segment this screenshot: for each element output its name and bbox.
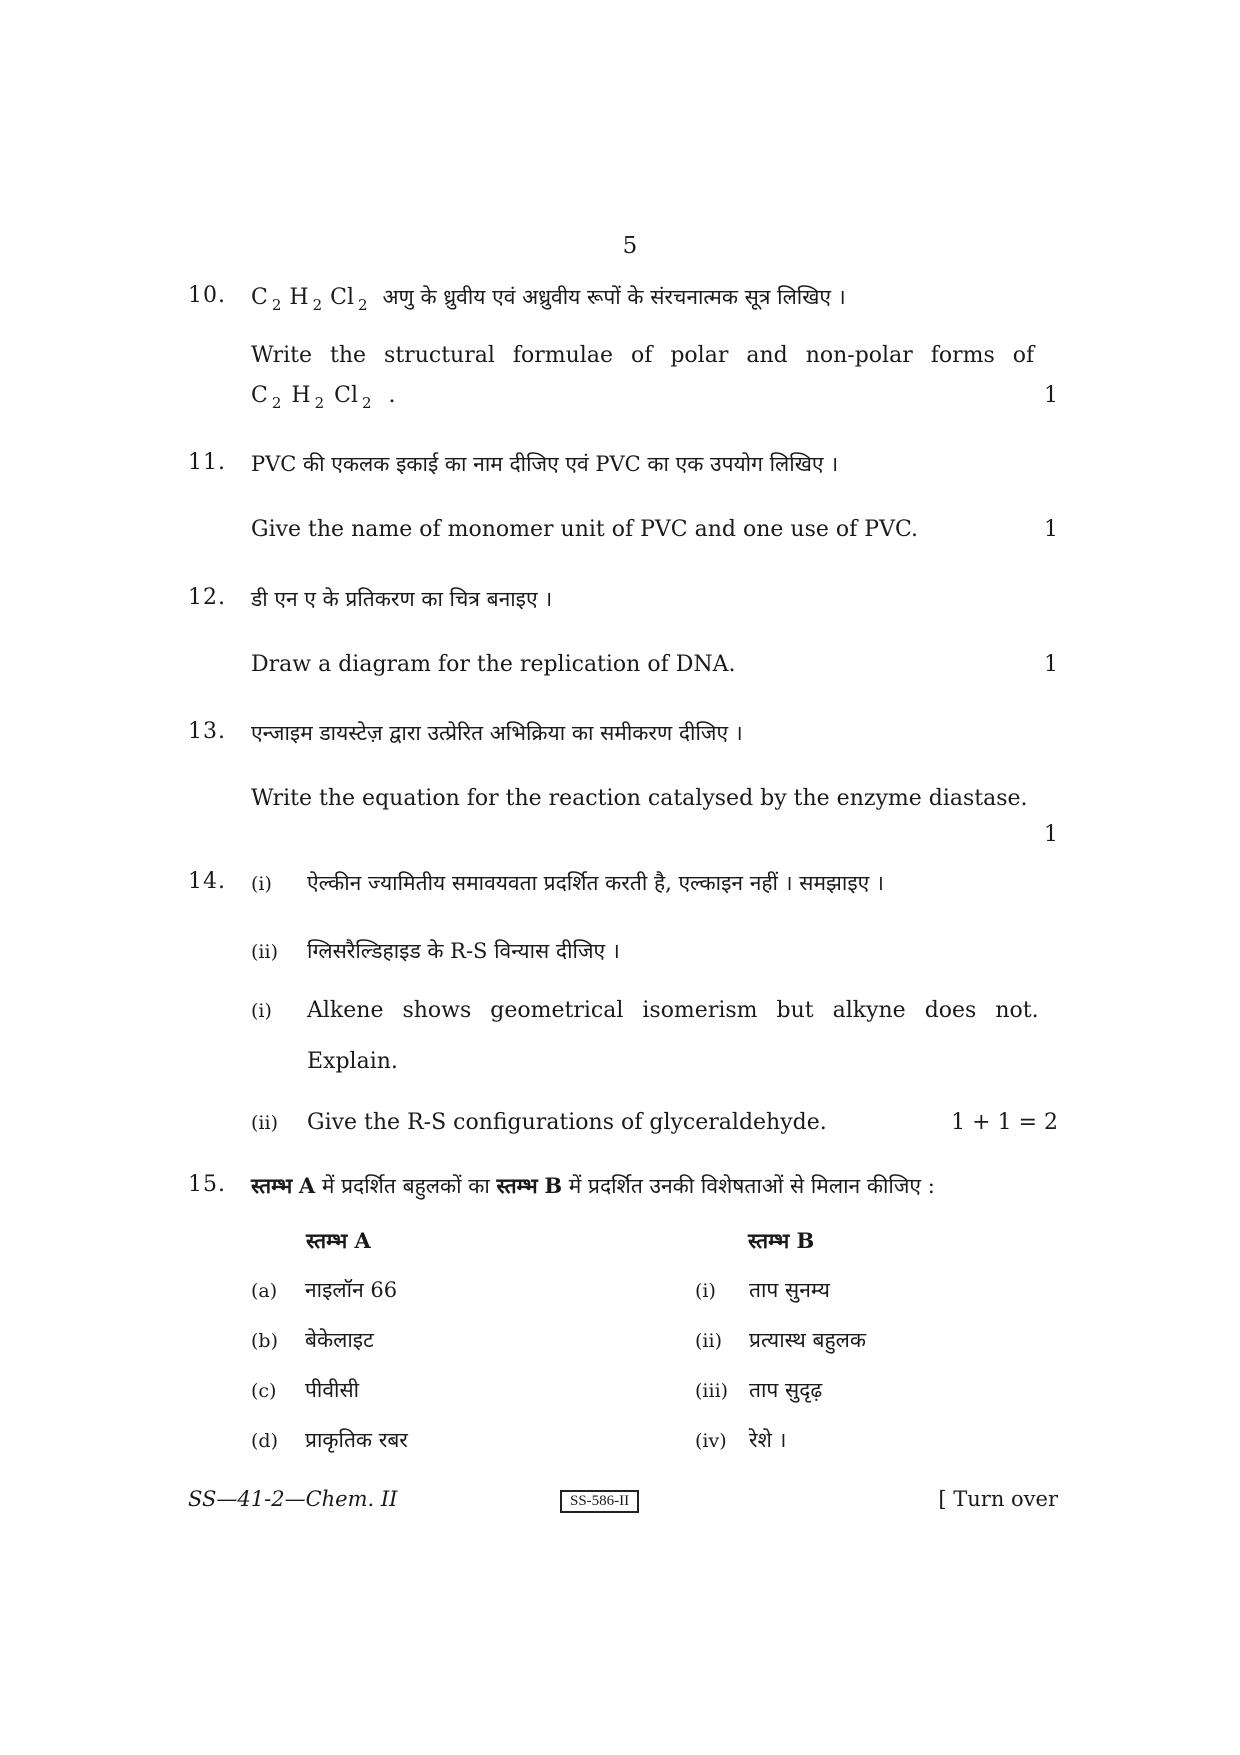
english-part-ii: (ii) Give the R-S configurations of glyceraldehyde.	[251, 1110, 827, 1135]
formula-line: C $_2$ H $_2$ Cl $_2$ .	[251, 383, 396, 412]
marks: 1	[1044, 822, 1058, 847]
page-number: 5	[622, 233, 638, 259]
exam-code-box: SS-586-II	[560, 1490, 639, 1513]
page-footer	[188, 1487, 1058, 1517]
question-number: 12.	[188, 585, 226, 610]
english-part-i: (i) Alkene shows geometrical isomerism but alkyne does not.	[251, 998, 1039, 1023]
hindi-line	[251, 283, 846, 314]
hindi-part-i: (i) ऐल्कीन ज्यामितीय समावयवता प्रदर्शित करती है, एल्काइन नहीं । समझाइए ।	[251, 871, 884, 895]
question-number: 10.	[188, 283, 226, 308]
question-number: 11.	[188, 450, 226, 475]
question-number: 14.	[188, 869, 226, 894]
turn-over-note: [ Turn over	[938, 1487, 1058, 1511]
english-text: Write the structural formulae of polar and non-polar forms of	[251, 343, 1035, 368]
marks: 1	[1044, 517, 1058, 542]
column-b-item: (i) ताप सुनम्य	[695, 1278, 830, 1302]
question-number: 13.	[188, 719, 226, 744]
column-b-heading: स्तम्भ B	[748, 1228, 815, 1253]
hindi-text: एन्जाइम डायस्टेज़ द्वारा उत्प्रेरित अभिक्रिया का समीकरण दीजिए ।	[251, 721, 743, 745]
match-instruction: स्तम्भ A में प्रदर्शित बहुलकों का स्तम्भ B में प्रदर्शित उनकी विशेषताओं से मिलान कीजिए :	[251, 1173, 935, 1198]
paper-code: SS—41-2—Chem. II	[188, 1487, 398, 1511]
hindi-text: डी एन ए के प्रतिकरण का चित्र बनाइए ।	[251, 587, 553, 611]
formula: C $_2$ H $_2$ Cl $_2$	[251, 285, 368, 314]
column-a-item: (a) नाइलॉन 66	[251, 1278, 398, 1302]
column-a-item: (b) बेकेलाइट	[251, 1328, 374, 1352]
hindi-text: PVC की एकलक इकाई का नाम दीजिए एवं PVC का एक उपयोग लिखिए ।	[251, 452, 839, 476]
column-b-item: (ii) प्रत्यास्थ बहुलक	[695, 1328, 867, 1352]
english-text: Give the name of monomer unit of PVC and one use of PVC.	[251, 517, 919, 542]
marks: 1	[1044, 383, 1058, 408]
hindi-part-ii: (ii) ग्लिसरैल्डिहाइड के R-S विन्यास दीजिए ।	[251, 939, 620, 963]
column-b-item: (iii) ताप सुदृढ़	[695, 1378, 823, 1402]
question-number: 15.	[188, 1172, 226, 1197]
column-b-item: (iv) रेशे ।	[695, 1428, 787, 1452]
english-part-i-cont: Explain.	[307, 1049, 398, 1074]
english-text: Draw a diagram for the replication of DNA.	[251, 652, 736, 677]
english-text: Write the equation for the reaction catalysed by the enzyme diastase.	[251, 786, 1028, 811]
column-a-heading: स्तम्भ A	[306, 1228, 371, 1253]
column-a-item: (c) पीवीसी	[251, 1378, 360, 1402]
marks: 1 + 1 = 2	[951, 1110, 1058, 1135]
hindi-text: अणु के ध्रुवीय एवं अध्रुवीय रूपों के संरचनात्मक सूत्र लिखिए ।	[382, 285, 846, 309]
column-a-item: (d) प्राकृतिक रबर	[251, 1428, 408, 1452]
marks: 1	[1044, 652, 1058, 677]
